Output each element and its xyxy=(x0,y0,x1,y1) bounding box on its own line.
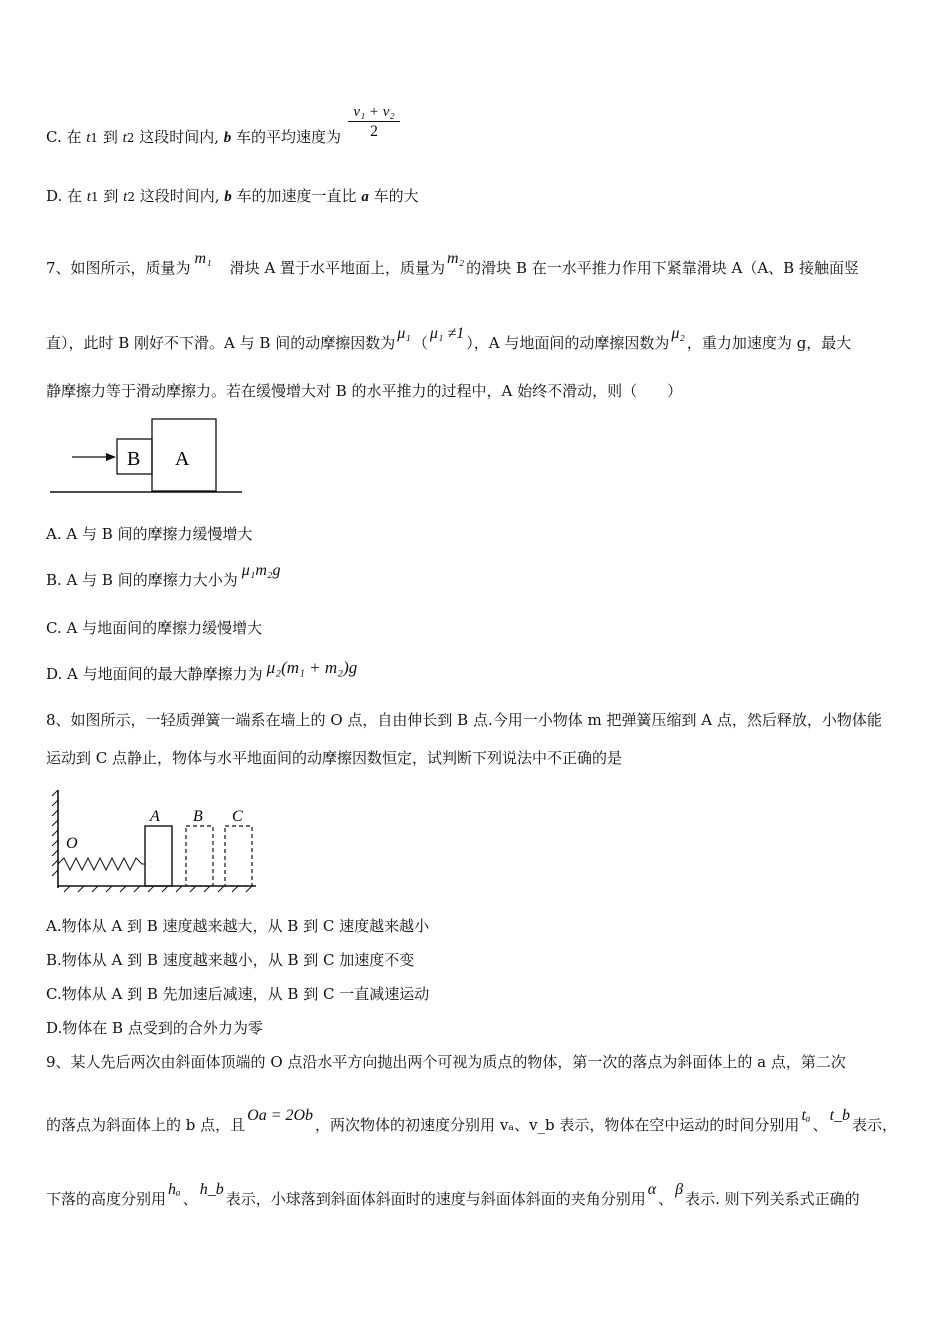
q7-option-c: C. A 与地面间的摩擦力缓慢增大 xyxy=(46,619,263,637)
q9-line3c: 表示. 则下列关系式正确的 xyxy=(685,1190,860,1208)
q6-c-t1: t xyxy=(86,130,91,146)
q6-d-prefix: D. 在 xyxy=(46,187,87,205)
q7-paren-open: （ xyxy=(412,334,428,352)
q6-c-b: b xyxy=(223,130,232,146)
q9-line2c: 表示， xyxy=(852,1116,898,1134)
q7-line2b: ），A 与地面间的动摩擦因数为 xyxy=(466,334,670,352)
q6-c-mid1: 到 xyxy=(98,128,123,146)
q9-line2a: 的落点为斜面体上的 b 点，且 xyxy=(46,1116,246,1134)
q7-mu1-condition: μ₁ ≠1 xyxy=(429,325,465,342)
average-velocity-fraction xyxy=(348,103,400,142)
q9-line2b: ，两次物体的初速度分别用 vₐ、v_b 表示，物体在空中运动的时间分别用 xyxy=(315,1116,800,1134)
q7-stem-line3: 静摩擦力等于滑动摩擦力。若在缓慢增大对 B 的水平推力的过程中，A 始终不滑动，则（ ） xyxy=(46,382,683,400)
q6-option-c xyxy=(46,127,341,148)
q8-option-d: D.物体在 B 点受到的合外力为零 xyxy=(46,1019,263,1037)
q9-tb: t_b xyxy=(829,1107,851,1124)
q6-c-sub1: 1 xyxy=(90,131,99,145)
q9-stem-line2 xyxy=(46,1107,898,1136)
q6-option-d xyxy=(46,186,419,207)
q6-d-sub1: 1 xyxy=(90,190,99,204)
q7-stem-line1 xyxy=(46,250,859,279)
q6-c-prefix: C. 在 xyxy=(46,128,87,146)
block-b-label: B xyxy=(127,448,141,470)
q7-line2a: 直），此时 B 刚好不下滑。A 与 B 间的动摩擦因数为 xyxy=(46,334,396,352)
q6-c-mid2: 这段时间内, xyxy=(134,128,224,146)
q9-line3b: 表示，小球落到斜面体斜面时的速度与斜面体斜面的夹角分别用 xyxy=(225,1190,646,1208)
q7-option-b-expr: μ₁m₂g xyxy=(241,562,281,579)
q7-mu2: μ₂ xyxy=(671,325,685,342)
q6-d-mid3: 车的加速度一直比 xyxy=(231,187,362,205)
q7-option-b xyxy=(46,562,281,591)
q6-c-suffix: 车的平均速度为 xyxy=(231,128,342,146)
q6-d-sub2: 2 xyxy=(127,190,135,204)
spring xyxy=(58,858,145,870)
q9-sep2: 、 xyxy=(182,1190,198,1208)
q8-option-b: B.物体从 A 到 B 速度越来越小，从 B 到 C 加速度不变 xyxy=(46,951,415,969)
q9-sep3: 、 xyxy=(658,1190,674,1208)
q8-option-c: C.物体从 A 到 B 先加速后减速，从 B 到 C 一直减速运动 xyxy=(46,985,430,1003)
q9-sep1: 、 xyxy=(812,1116,828,1134)
q9-line3a: 下落的高度分别用 xyxy=(46,1190,167,1208)
q7-option-d-expr: μ₂(m₁ + m₂)g xyxy=(266,658,358,677)
q9-ha: hₐ xyxy=(168,1181,181,1198)
point-o-label: O xyxy=(66,835,78,852)
q7-option-d-text: D. A 与地面间的最大静摩擦力为 xyxy=(46,665,263,683)
q7-option-d xyxy=(46,658,358,684)
q7-block-diagram xyxy=(46,414,246,496)
block-at-a xyxy=(145,826,172,886)
q9-stem-line3 xyxy=(46,1181,860,1210)
q6-d-mid1: 到 xyxy=(98,187,124,205)
q8-spring-diagram xyxy=(48,784,258,894)
point-b-label: B xyxy=(193,808,203,825)
fraction-numerator: v₁ + v₂ xyxy=(353,104,395,120)
push-arrow-head-icon xyxy=(106,453,116,461)
block-at-c-dashed xyxy=(225,826,252,886)
q9-hb: h_b xyxy=(199,1181,224,1198)
q9-ta: tₐ xyxy=(801,1107,811,1124)
q9-beta: β xyxy=(675,1181,684,1198)
q8-option-a: A.物体从 A 到 B 速度越来越大，从 B 到 C 速度越来越小 xyxy=(46,917,430,935)
q7-option-b-text: B. A 与 B 间的摩擦力大小为 xyxy=(46,571,238,589)
point-c-label: C xyxy=(232,808,243,825)
point-a-label: A xyxy=(150,808,160,825)
q6-d-a: a xyxy=(361,189,369,205)
block-at-b-dashed xyxy=(186,826,213,886)
q8-stem-line1: 8、如图所示，一轻质弹簧一端系在墙上的 O 点，自由伸长到 B 点.今用一小物体 m 把弹簧压缩到 A 点，然后释放，小物体能 xyxy=(46,711,882,729)
q9-alpha: α xyxy=(647,1181,657,1198)
q7-stem-line2 xyxy=(46,325,852,354)
block-a-label: A xyxy=(175,448,190,470)
q9-stem-line1: 9、某人先后两次由斜面体顶端的 O 点沿水平方向抛出两个可视为质点的物体，第一次的落点为斜面体上的 a 点，第二次 xyxy=(46,1053,846,1071)
fraction-denominator: 2 xyxy=(348,121,400,142)
q7-line1b: 滑块 A 置于水平地面上，质量为 xyxy=(229,259,446,277)
q6-c-sub2: 2 xyxy=(126,131,135,145)
q6-c-t2: t xyxy=(122,130,127,146)
q9-equation: Oa = 2Ob xyxy=(247,1107,314,1124)
q6-d-t2: t xyxy=(123,189,128,205)
q7-m1: m₁ xyxy=(194,250,212,267)
q6-d-t1: t xyxy=(86,189,91,205)
wall-hatch xyxy=(52,790,58,876)
q7-m2: m₂ xyxy=(447,250,465,267)
q7-line1a: 7、如图所示，质量为 xyxy=(46,259,191,277)
q6-d-suffix: 车的大 xyxy=(368,187,419,205)
q7-line2c: ，重力加速度为 g，最大 xyxy=(686,334,852,352)
q7-mu1: μ₁ xyxy=(397,325,411,342)
q6-d-mid2: 这段时间内, xyxy=(134,187,225,205)
floor-hatch xyxy=(64,886,252,892)
q7-option-a: A. A 与 B 间的摩擦力缓慢增大 xyxy=(46,525,253,543)
q7-line1c: 的滑块 B 在一水平推力作用下紧靠滑块 A（A、B 接触面竖 xyxy=(466,259,859,277)
q6-d-b: b xyxy=(224,189,232,205)
q8-stem-line2: 运动到 C 点静止，物体与水平地面间的动摩擦因数恒定，试判断下列说法中不正确的是 xyxy=(46,749,623,767)
